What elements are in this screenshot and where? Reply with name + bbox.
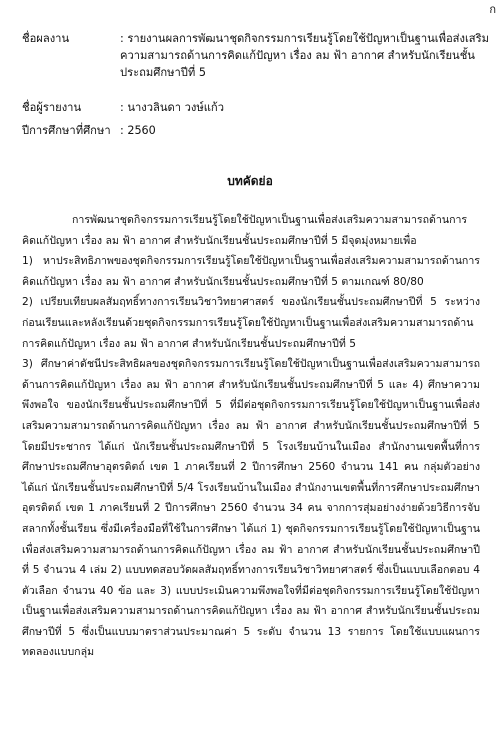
abstract-objective-3: 3) ศึกษาค่าดัชนีประสิทธิผลของชุดกิจกรรมการเรียนรู้โดยใช้ปัญหาเป็นฐานเพื่อส่งเสริมความสามารถด้านการคิดแก้ปัญหา เรื่อง ลม ฟ้า อากาศ สำหรับนักเรียนชั้นประถมศึกษาปีที่ 5 และ 4) ศึกษาความพึงพอใจ ของนักเรียนชั้นประถมศึกษาปีที่ 5 ที่มีต่อชุดกิจกรรมการเรียนรู้โดยใช้ปัญหาเป็นฐานเพื่อส่งเสริมความสามารถด้านการคิดแก้ปัญหา เรื่อง ลม ฟ้า อากาศ สำหรับนักเรียนชั้นประถมศึกษาปีที่ 5 โดยมีประชากร ได้แก่ นักเรียนชั้นประถมศึกษาปีที่ 5 โรงเรียนบ้านในเมือง สำนักงานเขตพื้นที่การศึกษาประถมศึกษาอุตรดิตถ์ เขต 1 ภาคเรียนที่ 2 ปีการศึกษา 2560 จำนวน 141 คน กลุ่มตัวอย่าง ได้แก่ นักเรียนชั้นประถมศึกษาปีที่ 5/4 โรงเรียนบ้านในเมือง สำนักงานเขตพื้นที่การศึกษาประถมศึกษาอุตรดิตถ์ เขต 1 ภาคเรียนที่ 2 ปีการศึกษา 2560 จำนวน 34 คน จากการสุ่มอย่างง่ายด้วยวิธีการจับสลากทั้งชั้นเรียน ซึ่งมีเครื่องมือที่ใช้ในการศึกษา ได้แก่ 1) ชุดกิจกรรมการเรียนรู้โดยใช้ปัญหาเป็นฐานเพื่อส่งเสริมความสามารถด้านการคิดแก้ปัญหา เรื่อง ลม ฟ้า อากาศ สำหรับนักเรียนชั้นประถมศึกษาปีที่ 5 จำนวน 4 เล่ม 2) แบบทดสอบวัดผลสัมฤทธิ์ทางการเรียนวิชาวิทยาศาสตร์ ซึ่งเป็นแบบเลือกตอบ 4 ตัวเลือก จำนวน 40 ข้อ และ 3) แบบประเมินความพึงพอใจที่มีต่อชุดกิจกรรมการเรียนรู้โดยใช้ปัญหาเป็นฐานเพื่อส่งเสริมความสามารถด้านการคิดแก้ปัญหา เรื่อง ลม ฟ้า อากาศ สำหรับนักเรียนชั้นประถมศึกษาปีที่ 5 ซึ่งเป็นแบบมาตราส่วนประมาณค่า 5 ระดับ จำนวน 13 รายการ โดยใช้แบบแผนการทดลองแบบกลุ่ม: [22, 358, 480, 659]
reporter-value: : นางวลินดา วงษ์แก้ว: [120, 101, 224, 114]
abstract-objective-1: 1) หาประสิทธิภาพของชุดกิจกรรมการเรียนรู้โดยใช้ปัญหาเป็นฐานเพื่อส่งเสริมความสามารถด้านการคิดแก้ปัญหา เรื่อง ลม ฟ้า อากาศ สำหรับนักเรียนชั้นประถมศึกษาปีที่ 5 ตามเกณฑ์ 80/80: [22, 255, 480, 288]
abstract-intro: การพัฒนาชุดกิจกรรมการเรียนรู้โดยใช้ปัญหาเป็นฐานเพื่อส่งเสริมความสามารถด้านการคิดแก้ปัญหา เรื่อง ลม ฟ้า อากาศ สำหรับนักเรียนชั้นประถมศึกษาปีที่ 5 มีจุดมุ่งหมายเพื่อ: [22, 214, 468, 247]
page-number: ก: [489, 3, 496, 16]
year-value: : 2560: [120, 124, 156, 137]
topic-value: : รายงานผลการพัฒนาชุดกิจกรรมการเรียนรู้โดยใช้ปัญหาเป็นฐานเพื่อส่งเสริมความสามารถด้านการคิดแก้ปัญหา เรื่อง ลม ฟ้า อากาศ สำหรับนักเรียนชั้นประถมศึกษาปีที่ 5: [120, 32, 490, 79]
abstract-title: บทคัดย่อ: [227, 174, 273, 188]
reporter-label: ชื่อผู้รายงาน: [22, 101, 82, 114]
topic-label: ชื่อผลงาน: [22, 32, 70, 45]
year-label: ปีการศึกษาที่ศึกษา: [22, 124, 111, 137]
abstract-body: [22, 210, 480, 663]
abstract-objective-2: 2) เปรียบเทียบผลสัมฤทธิ์ทางการเรียนวิชาวิทยาศาสตร์ ของนักเรียนชั้นประถมศึกษาปีที่ 5 ระหว่างก่อนเรียนและหลังเรียนด้วยชุดกิจกรรมการเรียนรู้โดยใช้ปัญหาเป็นฐานเพื่อส่งเสริมความสามารถด้านการคิดแก้ปัญหา เรื่อง ลม ฟ้า อากาศ สำหรับนักเรียนชั้นประถมศึกษาปีที่ 5: [22, 296, 480, 350]
